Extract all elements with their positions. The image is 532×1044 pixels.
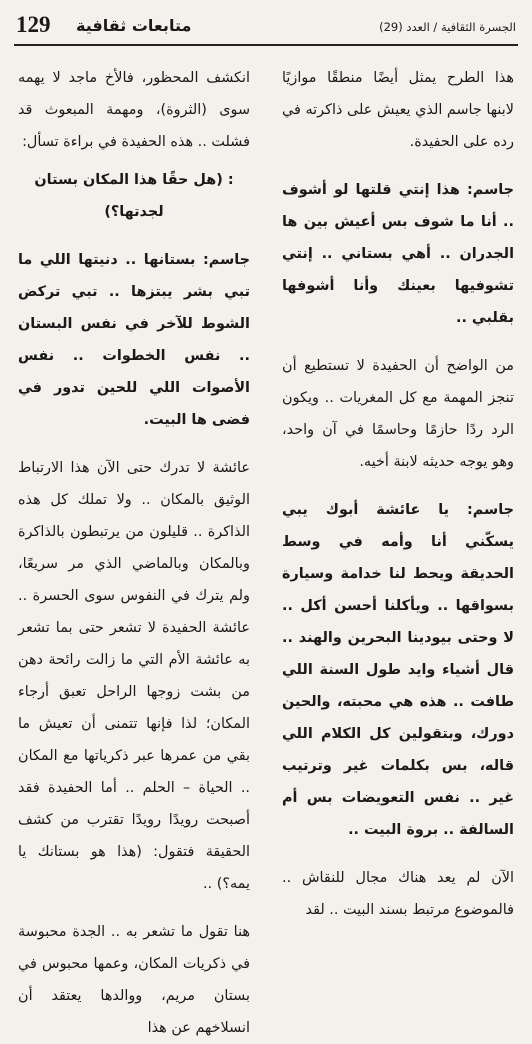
dialogue-paragraph: جاسم: بستانها .. دنيتها اللي ما تبي بشر يبتزها .. تبي تركض الشوط للآخر في نفس البستان .. نفس الخطوات .. نفس الأصوات اللي للحين تدور في فضى ها البيت. — [18, 252, 250, 428]
quote-line: : (هل حقًا هذا المكان بستان لجدتها؟) — [34, 172, 234, 220]
paragraph: انكشف المحظور، فالأخ ماجد لا يهمه سوى (الثروة)، ومهمة المبعوث قد فشلت .. هذه الحفيدة في براءة تسأل: — [18, 70, 250, 150]
left-column — [18, 62, 250, 1044]
journal-title: الجسرة الثقافية / العدد (29) — [379, 20, 516, 34]
right-column — [282, 62, 514, 926]
paragraph: من الواضح أن الحفيدة لا تستطيع أن تنجز المهمة مع كل المغريات .. ويكون الرد ردًا حازمًا وحاسمًا في آن واحد، وهو يوجه حديثه لابنة أخيه. — [282, 358, 514, 470]
paragraph: هنا تقول ما تشعر به .. الجدة محبوسة في ذكريات المكان، وعمها محبوس في بستان مريم، ووالدها يعتقد أن انسلاخهم عن هذا — [18, 924, 250, 1036]
dialogue-paragraph: جاسم: هذا إنتي قلتها لو أشوف .. أنا ما شوف بس أعيش بين ها الجدران .. أهي بستاني .. إنتي تشوفيها بعينك وأنا أشوفها بقلبي .. — [282, 182, 514, 326]
paragraph: عائشة لا تدرك حتى الآن هذا الارتباط الوثيق بالمكان .. ولا تملك كل هذه الذاكرة .. قليلون من يرتبطون بالذاكرة وبالمكان وبالماضي الذي مر سريعًا، ولم يترك في النفوس سوى الحسرة .. عائشة الحفيدة لا تشعر حتى بما تشعر به عائشة الأم التي ما زالت رائحة دهن من بشت زوجها الراحل تعبق أرجاء المكان؛ لذا فإنها تتمنى أن تعيش ما بقي من عمرها عبر ذكرياتها مع المكان .. الحياة – الحلم .. أما الحفيدة فقد أصبحت رويدًا رويدًا تقترب من كشف الحقيقة فتقول: (هذا هو بستانك يا يمه؟) .. — [18, 460, 250, 892]
paragraph: الآن لم يعد هناك مجال للنقاش .. فالموضوع مرتبط بسند البيت .. لقد — [282, 870, 514, 918]
dialogue-paragraph: جاسم: يا عائشة أبوك يبي يسكّني أنا وأمه في وسط الحديقة ويحط لنا خدامة وسيارة بسواقها .. ويأكلنا أحسن أكل .. لا وحتى بيودينا البحرين والهند .. قال أشياء وايد طول السنة اللي طافت .. هذه هي محبته، والحين دورك، وبتقولين كل الكلام اللي قاله، بس بكلمات غير وترتيب غير .. نفس التعويضات بس أم السالفة .. بروة البيت .. — [282, 502, 514, 838]
header-divider — [14, 44, 518, 46]
page-number: 129 — [16, 12, 51, 37]
section-title: متابعات ثقافية — [76, 16, 192, 35]
paragraph: هذا الطرح يمثل أيضًا منطقًا موازيًا لابنها جاسم الذي يعيش على ذاكرته في رده على الحفيدة. — [282, 70, 514, 150]
